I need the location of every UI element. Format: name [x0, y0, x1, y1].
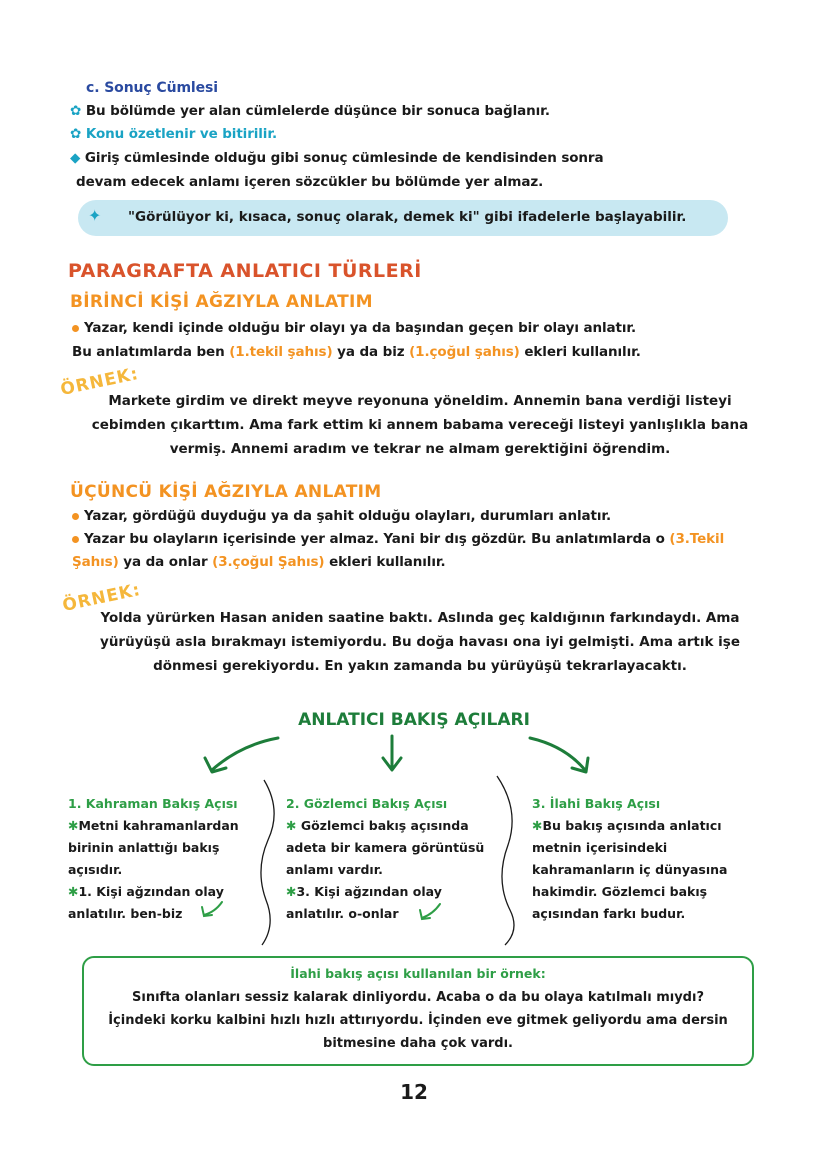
star-bullet-icon: ✱ [532, 818, 543, 833]
leaf-bullet-icon: ◆ [70, 150, 81, 166]
viewpoint-col-2: 2. Gözlemci Bakış Açısı ✱ Gözlemci bakış açısında adeta bir kamera görüntüsü anlamı vardır. ✱3. Kişi ağzından olay anlatılır. o-onlar [286, 796, 485, 921]
page-number: 12 [400, 1080, 428, 1104]
omniscient-example-box [82, 956, 754, 1066]
viewpoint-col-1: 1. Kahraman Bakış Açısı ✱Metni kahramanlardan birinin anlattığı bakış açısıdır. ✱1. Kişi ağzından olay anlatılır. ben-biz [68, 796, 239, 921]
third-person-line-2: Yazar bu olayların içerisinde yer almaz. Yani bir dış gözdür. Bu anlatımlarda o (3.Tekil [72, 531, 724, 547]
star-bullet-icon: ✱ [68, 818, 79, 833]
conclusion-bullet-3: ◆ Giriş cümlesinde olduğu gibi sonuç cümlesinde de kendisinden sonra [70, 150, 604, 166]
sparkle-icon: ✦ [88, 206, 102, 225]
conclusion-title: c. Sonuç Cümlesi [86, 80, 218, 96]
first-person-heading: BİRİNCİ KİŞİ AĞZIYLA ANLATIM [70, 292, 373, 312]
viewpoints-title: ANLATICI BAKIŞ AÇILARI [298, 710, 530, 730]
first-person-line-2: Bu anlatımlarda ben (1.tekil şahıs) ya da biz (1.çoğul şahıs) ekleri kullanılır. [72, 344, 641, 360]
third-person-line-3: Şahıs) ya da onlar (3.çoğul Şahıs) ekleri kullanılır. [72, 554, 446, 570]
star-bullet-icon: ✱ [68, 884, 79, 899]
third-person-line-1: Yazar, gördüğü duyduğu ya da şahit olduğu olayları, durumları anlatır. [72, 508, 611, 524]
star-bullet-icon: ✱ [286, 818, 301, 833]
conclusion-bullet-3-cont: devam edecek anlamı içeren sözcükler bu bölümde yer almaz. [76, 174, 544, 190]
flower-bullet-icon: ✿ [70, 126, 82, 142]
first-person-example: Markete girdim ve direkt meyve reyonuna yöneldim. Annemin bana verdiği listeyi cebimden çıkarttım. Ama fark ettim ki annem babama vereceği listeyi yanlışlıkla bana vermiş. Annemi aradım ve tekrar ne almam gerektiğini öğrendim. [91, 393, 749, 457]
example-box-line-3: bitmesine daha çok vardı. [323, 1036, 513, 1051]
conclusion-bullet-2: ✿ Konu özetlenir ve bitirilir. [70, 126, 277, 142]
arrow-left-icon [212, 738, 278, 770]
star-bullet-icon: ✱ [286, 884, 297, 899]
arrow-right-icon [530, 738, 585, 770]
example-box-line-1: Sınıfta olanları sessiz kalarak dinliyordu. Acaba o da bu olaya katılmalı mıydı? [132, 990, 704, 1005]
callout-text: "Görülüyor ki, kısaca, sonuç olarak, demek ki" gibi ifadelerle başlayabilir. [128, 209, 687, 225]
viewpoint-col-3: 3. İlahi Bakış Açısı ✱Bu bakış açısında anlatıcı metnin içerisindeki kahramanların iç dünyasına hakimdir. Gözlemci bakış açısından farkı budur. [532, 796, 728, 921]
example-label-1: ÖRNEK: [58, 363, 141, 401]
example-box-line-2: İçindeki korku kalbini hızlı hızlı attırıyordu. İçinden eve gitmek geliyordu ama dersin [108, 1013, 728, 1028]
conclusion-bullet-1: ✿ Bu bölümde yer alan cümlelerde düşünce bir sonuca bağlanır. [70, 103, 550, 119]
first-person-line-1: Yazar, kendi içinde olduğu bir olayı ya da başından geçen bir olayı anlatır. [72, 320, 636, 336]
flower-bullet-icon: ✿ [70, 103, 82, 119]
example-box-title: İlahi bakış açısı kullanılan bir örnek: [290, 966, 546, 981]
third-person-example: Yolda yürürken Hasan aniden saatine baktı. Aslında geç kaldığının farkındaydı. Ama yürüyüşü asla bırakmayı istemiyordu. Bu doğa havası ona iyi gelmişti. Ama artık işe dönmesi gerekiyordu. En yakın zamanda bu yürüyüşü tekrarlayacaktı. [100, 610, 740, 674]
third-person-heading: ÜÇÜNCÜ KİŞİ AĞZIYLA ANLATIM [70, 482, 382, 502]
narrators-title: PARAGRAFTA ANLATICI TÜRLERİ [68, 260, 422, 282]
example-label-2: ÖRNEK: [60, 579, 143, 617]
